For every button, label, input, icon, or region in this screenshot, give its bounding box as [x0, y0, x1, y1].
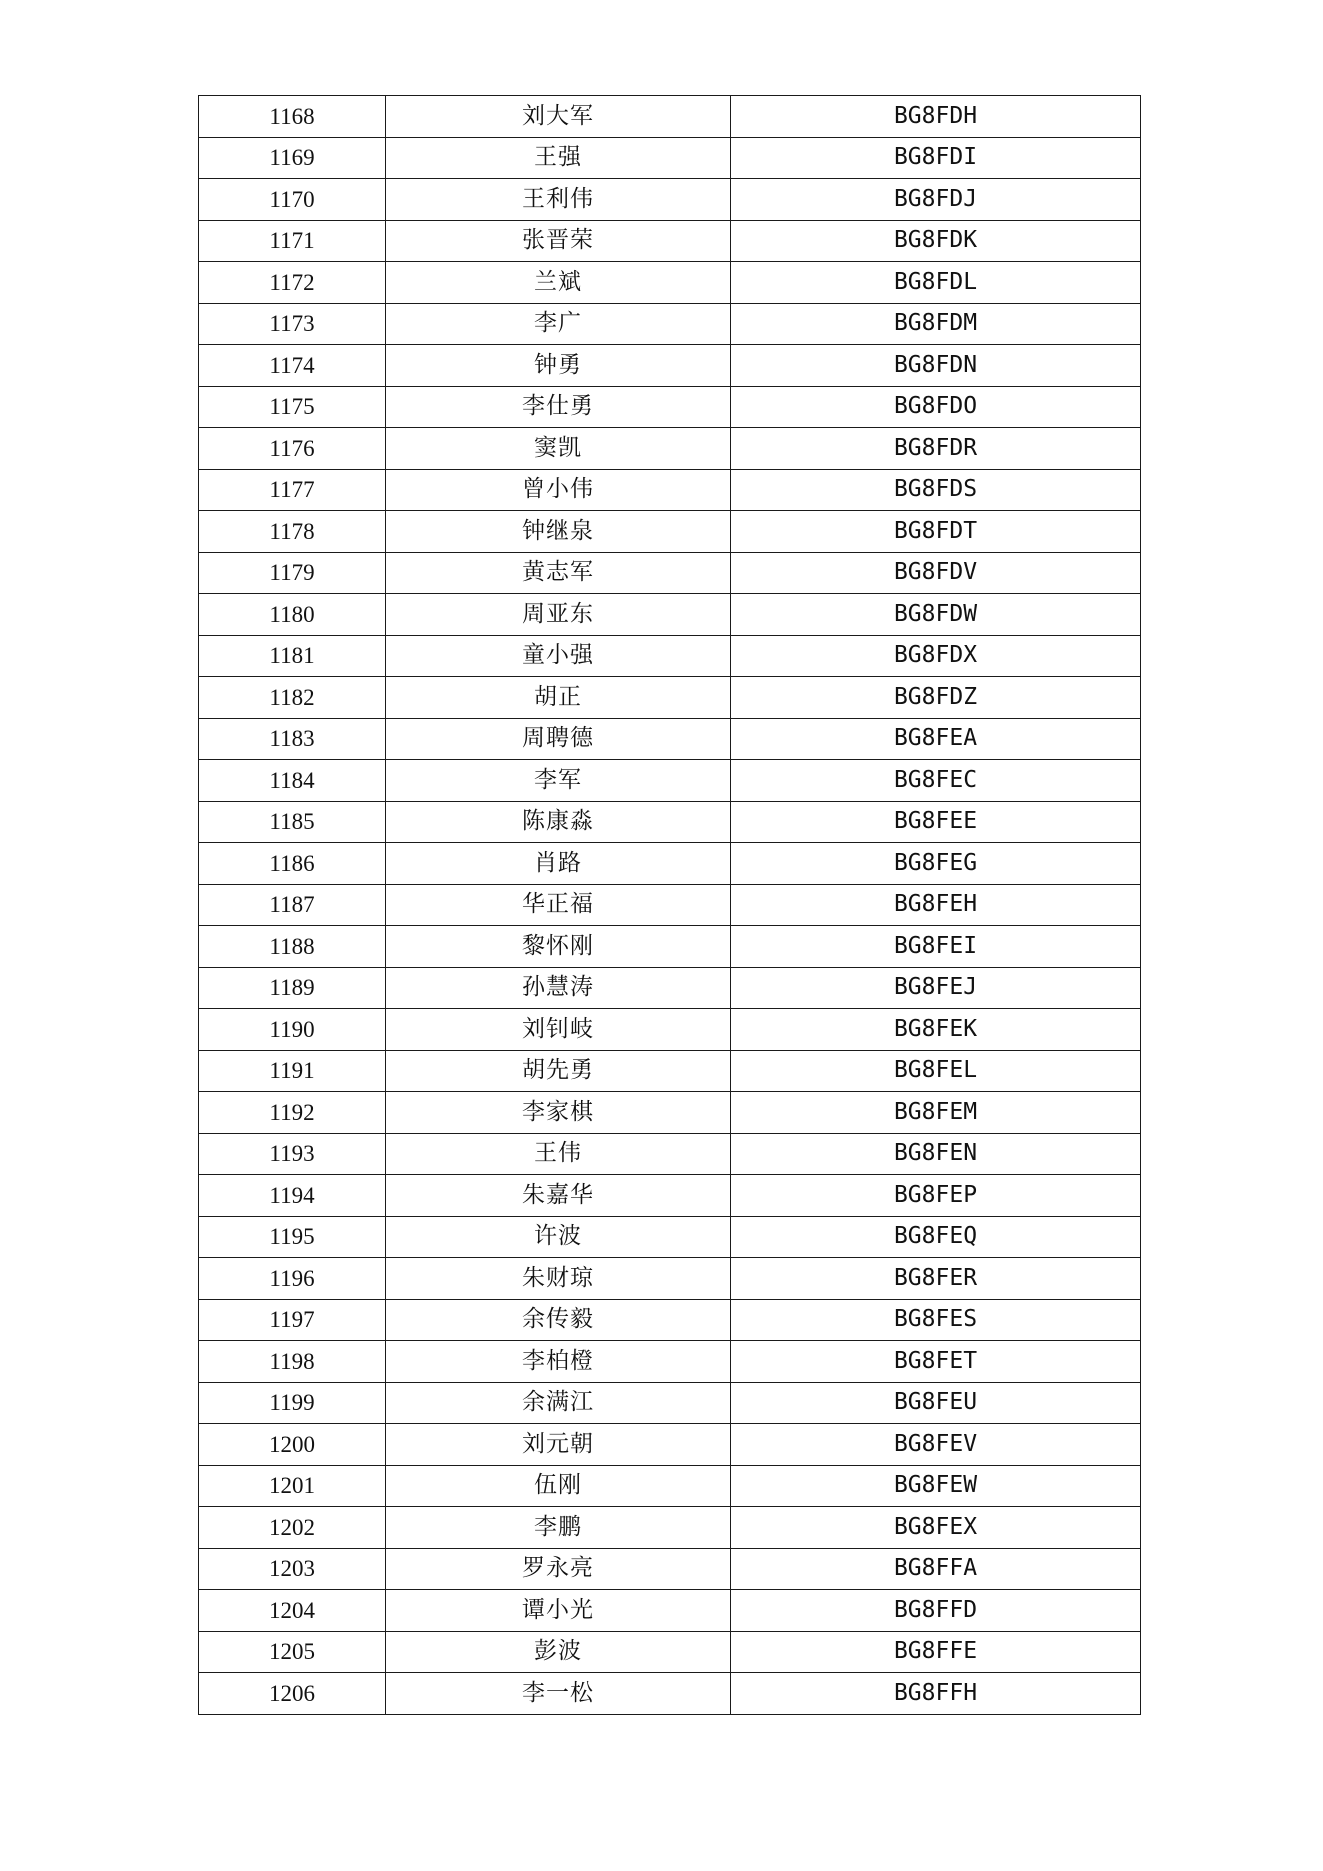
callsign-cell: BG8FEC — [731, 760, 1141, 802]
name-cell: 张晋荣 — [386, 220, 731, 262]
table-row — [199, 345, 1141, 387]
row-number-cell: 1186 — [199, 843, 386, 885]
callsign-cell: BG8FDS — [731, 469, 1141, 511]
callsign-table — [198, 95, 1141, 1715]
name-cell: 王伟 — [386, 1133, 731, 1175]
row-number-cell: 1180 — [199, 594, 386, 636]
callsign-cell: BG8FEJ — [731, 967, 1141, 1009]
row-number-cell: 1183 — [199, 718, 386, 760]
row-number-cell: 1189 — [199, 967, 386, 1009]
name-cell: 童小强 — [386, 635, 731, 677]
callsign-cell: BG8FDX — [731, 635, 1141, 677]
row-number-cell: 1187 — [199, 884, 386, 926]
callsign-cell: BG8FFH — [731, 1673, 1141, 1715]
name-cell: 朱嘉华 — [386, 1175, 731, 1217]
callsign-cell: BG8FEW — [731, 1465, 1141, 1507]
row-number-cell: 1201 — [199, 1465, 386, 1507]
callsign-cell: BG8FDH — [731, 96, 1141, 138]
callsign-cell: BG8FEX — [731, 1507, 1141, 1549]
row-number-cell: 1172 — [199, 262, 386, 304]
name-cell: 谭小光 — [386, 1590, 731, 1632]
table-row — [199, 303, 1141, 345]
row-number-cell: 1205 — [199, 1631, 386, 1673]
table-row — [199, 428, 1141, 470]
table-row — [199, 1424, 1141, 1466]
name-cell: 李一松 — [386, 1673, 731, 1715]
table-row — [199, 967, 1141, 1009]
callsign-cell: BG8FDN — [731, 345, 1141, 387]
name-cell: 余传毅 — [386, 1299, 731, 1341]
callsign-cell: BG8FEP — [731, 1175, 1141, 1217]
callsign-cell: BG8FDJ — [731, 179, 1141, 221]
callsign-cell: BG8FES — [731, 1299, 1141, 1341]
name-cell: 窦凯 — [386, 428, 731, 470]
row-number-cell: 1178 — [199, 511, 386, 553]
row-number-cell: 1196 — [199, 1258, 386, 1300]
table-row — [199, 552, 1141, 594]
row-number-cell: 1177 — [199, 469, 386, 511]
row-number-cell: 1169 — [199, 137, 386, 179]
row-number-cell: 1168 — [199, 96, 386, 138]
row-number-cell: 1184 — [199, 760, 386, 802]
callsign-cell: BG8FFA — [731, 1548, 1141, 1590]
table-row — [199, 1382, 1141, 1424]
callsign-cell: BG8FDR — [731, 428, 1141, 470]
row-number-cell: 1195 — [199, 1216, 386, 1258]
row-number-cell: 1199 — [199, 1382, 386, 1424]
callsign-cell: BG8FDM — [731, 303, 1141, 345]
table-row — [199, 1216, 1141, 1258]
name-cell: 刘元朝 — [386, 1424, 731, 1466]
row-number-cell: 1194 — [199, 1175, 386, 1217]
table-row — [199, 801, 1141, 843]
table-row — [199, 1548, 1141, 1590]
row-number-cell: 1171 — [199, 220, 386, 262]
name-cell: 李家棋 — [386, 1092, 731, 1134]
table-row — [199, 594, 1141, 636]
name-cell: 余满江 — [386, 1382, 731, 1424]
name-cell: 胡正 — [386, 677, 731, 719]
table-row — [199, 884, 1141, 926]
row-number-cell: 1170 — [199, 179, 386, 221]
table-row — [199, 386, 1141, 428]
callsign-cell: BG8FEG — [731, 843, 1141, 885]
table-row — [199, 511, 1141, 553]
row-number-cell: 1193 — [199, 1133, 386, 1175]
name-cell: 刘钊岐 — [386, 1009, 731, 1051]
row-number-cell: 1181 — [199, 635, 386, 677]
callsign-cell: BG8FFE — [731, 1631, 1141, 1673]
name-cell: 黄志军 — [386, 552, 731, 594]
name-cell: 李军 — [386, 760, 731, 802]
row-number-cell: 1185 — [199, 801, 386, 843]
table-row — [199, 1341, 1141, 1383]
table-row — [199, 1631, 1141, 1673]
name-cell: 许波 — [386, 1216, 731, 1258]
row-number-cell: 1190 — [199, 1009, 386, 1051]
table-row — [199, 1009, 1141, 1051]
callsign-cell: BG8FEN — [731, 1133, 1141, 1175]
table-row — [199, 137, 1141, 179]
table-row — [199, 469, 1141, 511]
callsign-cell: BG8FEH — [731, 884, 1141, 926]
callsign-cell: BG8FET — [731, 1341, 1141, 1383]
row-number-cell: 1200 — [199, 1424, 386, 1466]
name-cell: 罗永亮 — [386, 1548, 731, 1590]
name-cell: 李仕勇 — [386, 386, 731, 428]
name-cell: 黎怀刚 — [386, 926, 731, 968]
callsign-cell: BG8FEK — [731, 1009, 1141, 1051]
row-number-cell: 1182 — [199, 677, 386, 719]
row-number-cell: 1192 — [199, 1092, 386, 1134]
row-number-cell: 1174 — [199, 345, 386, 387]
name-cell: 伍刚 — [386, 1465, 731, 1507]
name-cell: 彭波 — [386, 1631, 731, 1673]
row-number-cell: 1206 — [199, 1673, 386, 1715]
table-row — [199, 1258, 1141, 1300]
name-cell: 周聘德 — [386, 718, 731, 760]
name-cell: 朱财琼 — [386, 1258, 731, 1300]
table-row — [199, 760, 1141, 802]
row-number-cell: 1188 — [199, 926, 386, 968]
table-row — [199, 1465, 1141, 1507]
callsign-cell: BG8FEA — [731, 718, 1141, 760]
row-number-cell: 1173 — [199, 303, 386, 345]
row-number-cell: 1197 — [199, 1299, 386, 1341]
name-cell: 周亚东 — [386, 594, 731, 636]
table-row — [199, 843, 1141, 885]
name-cell: 陈康淼 — [386, 801, 731, 843]
row-number-cell: 1198 — [199, 1341, 386, 1383]
row-number-cell: 1176 — [199, 428, 386, 470]
callsign-cell: BG8FDZ — [731, 677, 1141, 719]
callsign-cell: BG8FDV — [731, 552, 1141, 594]
callsign-cell: BG8FER — [731, 1258, 1141, 1300]
callsign-cell: BG8FEU — [731, 1382, 1141, 1424]
name-cell: 肖路 — [386, 843, 731, 885]
table-row — [199, 262, 1141, 304]
table-row — [199, 179, 1141, 221]
callsign-cell: BG8FEI — [731, 926, 1141, 968]
name-cell: 孙慧涛 — [386, 967, 731, 1009]
table-row — [199, 1673, 1141, 1715]
row-number-cell: 1204 — [199, 1590, 386, 1632]
callsign-cell: BG8FDT — [731, 511, 1141, 553]
table-row — [199, 220, 1141, 262]
callsign-cell: BG8FEV — [731, 1424, 1141, 1466]
callsign-table-body — [199, 96, 1141, 1715]
name-cell: 曾小伟 — [386, 469, 731, 511]
name-cell: 王强 — [386, 137, 731, 179]
callsign-cell: BG8FFD — [731, 1590, 1141, 1632]
callsign-cell: BG8FEE — [731, 801, 1141, 843]
name-cell: 刘大军 — [386, 96, 731, 138]
table-row — [199, 635, 1141, 677]
table-row — [199, 718, 1141, 760]
row-number-cell: 1175 — [199, 386, 386, 428]
table-row — [199, 926, 1141, 968]
table-row — [199, 1050, 1141, 1092]
name-cell: 李广 — [386, 303, 731, 345]
table-row — [199, 1507, 1141, 1549]
table-row — [199, 1133, 1141, 1175]
callsign-cell: BG8FEL — [731, 1050, 1141, 1092]
callsign-cell: BG8FDL — [731, 262, 1141, 304]
table-row — [199, 1299, 1141, 1341]
table-row — [199, 1590, 1141, 1632]
callsign-cell: BG8FDW — [731, 594, 1141, 636]
table-row — [199, 96, 1141, 138]
name-cell: 王利伟 — [386, 179, 731, 221]
callsign-cell: BG8FDI — [731, 137, 1141, 179]
callsign-cell: BG8FEQ — [731, 1216, 1141, 1258]
name-cell: 华正福 — [386, 884, 731, 926]
name-cell: 李鹏 — [386, 1507, 731, 1549]
name-cell: 胡先勇 — [386, 1050, 731, 1092]
name-cell: 李柏橙 — [386, 1341, 731, 1383]
callsign-cell: BG8FDK — [731, 220, 1141, 262]
table-row — [199, 1092, 1141, 1134]
row-number-cell: 1203 — [199, 1548, 386, 1590]
table-row — [199, 1175, 1141, 1217]
row-number-cell: 1191 — [199, 1050, 386, 1092]
name-cell: 兰斌 — [386, 262, 731, 304]
callsign-cell: BG8FEM — [731, 1092, 1141, 1134]
table-row — [199, 677, 1141, 719]
callsign-cell: BG8FDO — [731, 386, 1141, 428]
name-cell: 钟继泉 — [386, 511, 731, 553]
row-number-cell: 1179 — [199, 552, 386, 594]
row-number-cell: 1202 — [199, 1507, 386, 1549]
name-cell: 钟勇 — [386, 345, 731, 387]
